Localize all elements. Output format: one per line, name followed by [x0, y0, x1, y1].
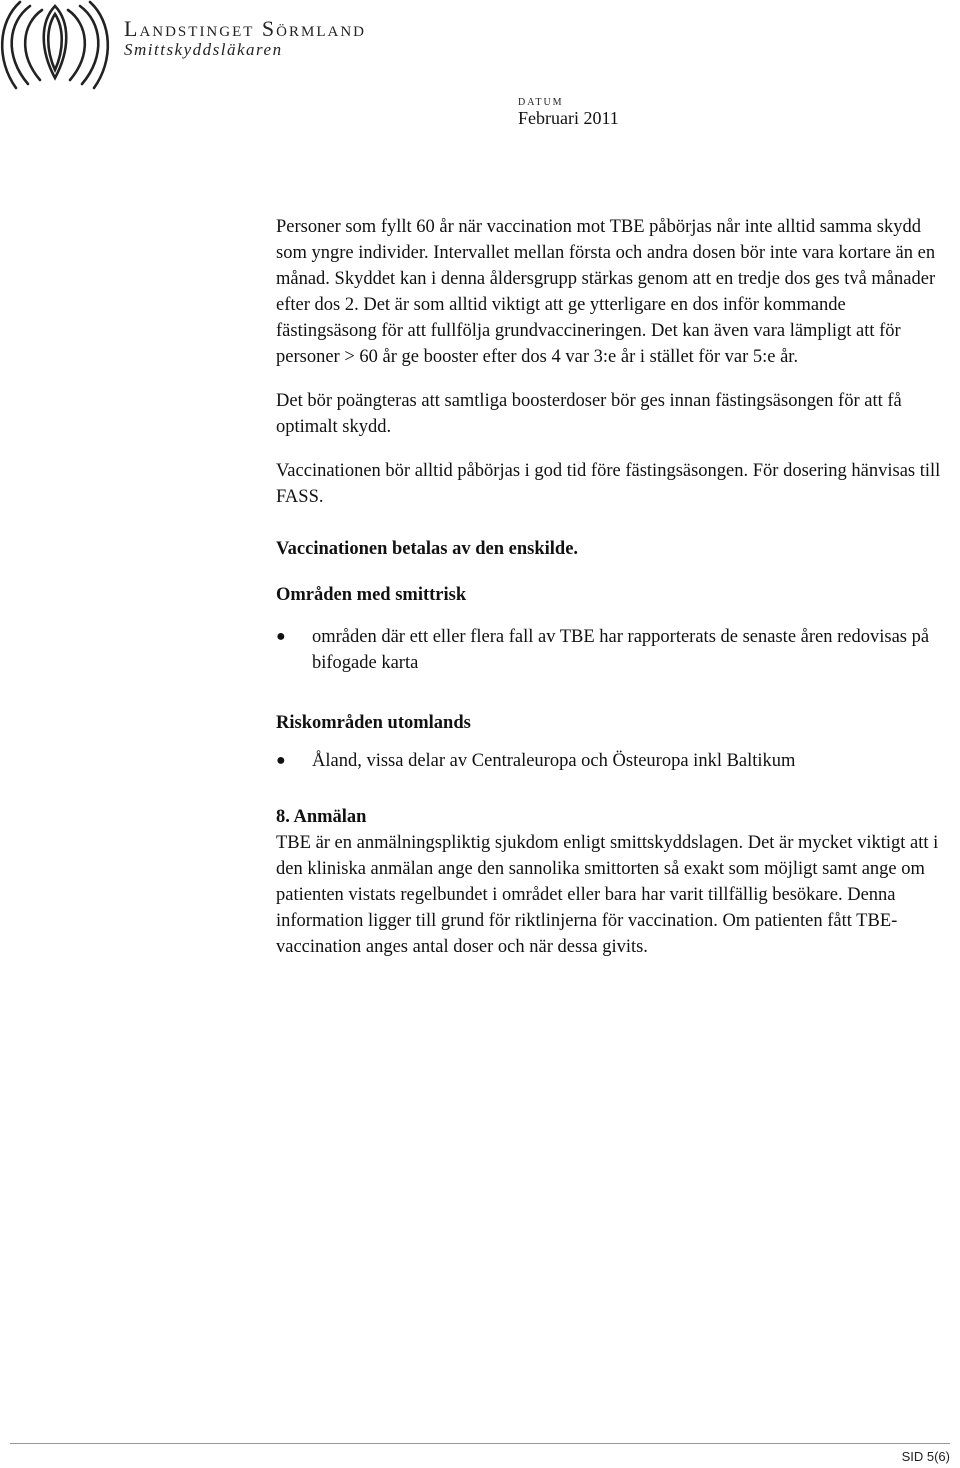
paragraph-age-over-60: Personer som fyllt 60 år när vaccination mot TBE påbörjas når inte alltid samma skydd som yngre individer. Intervallet mellan första och andra dosen bör inte vara kortare än en månad. Skyddet kan i denna åldersgrupp stärkas genom att en tredje dos ges två månader efter dos 2. Det är som alltid viktigt att ge ytterligare en dos inför kommande fästingsäsong för att fullfölja grundvaccineringen. Det kan även vara lämpligt att för personer > 60 år ge booster efter dos 4 var 3:e år i stället för var 5:e år.: [276, 217, 936, 367]
risk-areas-list: [276, 624, 948, 676]
paragraph-vaccination-start: Vaccinationen bör alltid påbörjas i god tid före fästingsäsongen. För dosering hänvisas till FASS.: [276, 461, 941, 507]
bullet-icon: ●: [276, 628, 286, 645]
org-name: Landstinget Sörmland: [124, 16, 366, 41]
bullet-icon: ●: [276, 752, 286, 769]
document-body: [276, 214, 948, 960]
date-label: DATUM: [518, 97, 564, 108]
list-item: [276, 624, 948, 676]
list-item: [276, 748, 948, 774]
org-subtitle: Smittskyddsläkaren: [124, 40, 283, 59]
tulip-logo-icon: [0, 0, 110, 92]
paragraph-notification: TBE är en anmälningspliktig sjukdom enligt smittskyddslagen. Det är mycket viktigt att i den kliniska anmälan ange den sannolika smittorten så exakt som möjligt samt ange om patienten vistats regelbundet i området eller bara har varit tillfällig besökare. Denna information ligger till grund för riktlinjerna för vaccination. Om patienten fått TBE-vaccination anges antal doser och när dessa givits.: [276, 833, 939, 957]
date-value: Februari 2011: [518, 108, 619, 128]
list-item-text: områden där ett eller flera fall av TBE har rapporterats de senaste åren redovisas på bifogade karta: [312, 627, 930, 673]
heading-risk-areas: Områden med smittrisk: [276, 585, 467, 605]
paragraph-cost-note: Vaccinationen betalas av den enskilde.: [276, 539, 579, 559]
list-item-text: Åland, vissa delar av Centraleuropa och Östeuropa inkl Baltikum: [312, 751, 796, 771]
heading-abroad-risk-areas: Riskområden utomlands: [276, 713, 471, 733]
heading-notification: 8. Anmälan: [276, 807, 367, 827]
paragraph-booster-timing: Det bör poängteras att samtliga boosterdoser bör ges innan fästingsäsongen för att få optimalt skydd.: [276, 391, 902, 437]
footer-divider: [10, 1443, 950, 1444]
page-number: SID 5(6): [901, 1449, 950, 1464]
abroad-areas-list: [276, 748, 948, 774]
